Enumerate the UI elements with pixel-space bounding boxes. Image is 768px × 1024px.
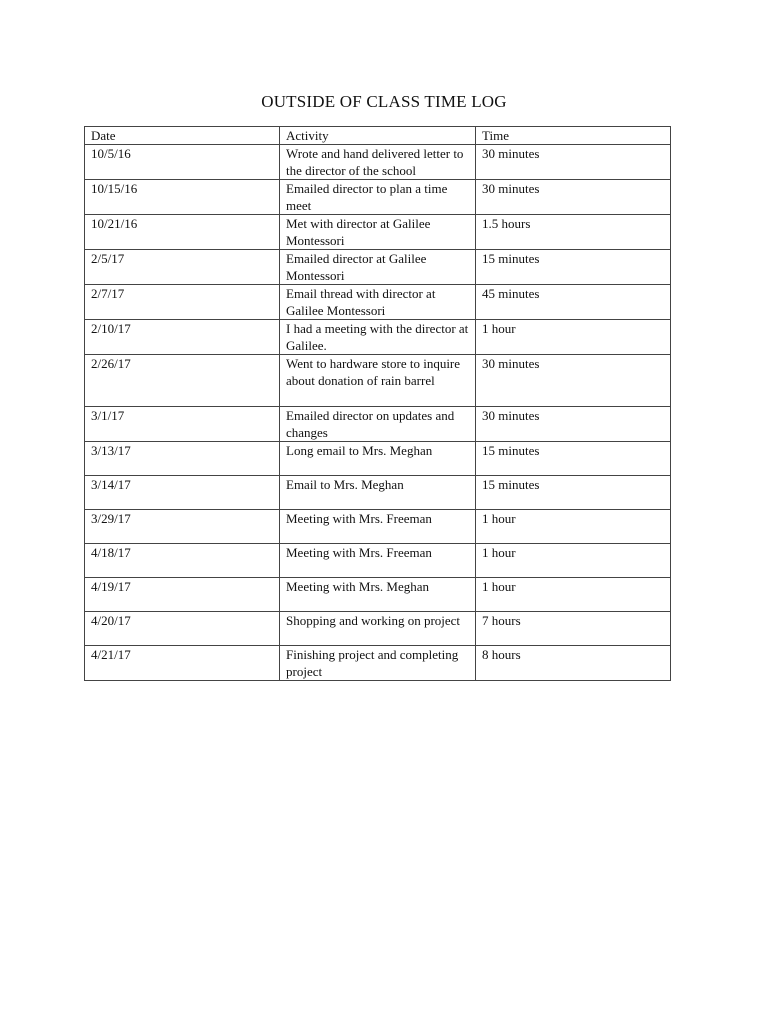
time-cell: 1 hour xyxy=(476,578,671,612)
table-row xyxy=(85,612,671,646)
activity-cell: Meeting with Mrs. Freeman xyxy=(280,544,476,578)
time-cell: 1 hour xyxy=(476,510,671,544)
column-header-activity: Activity xyxy=(280,127,476,145)
table-row xyxy=(85,476,671,510)
activity-cell: Email to Mrs. Meghan xyxy=(280,476,476,510)
activity-cell: I had a meeting with the director at Galilee. xyxy=(280,320,476,355)
time-cell: 45 minutes xyxy=(476,285,671,320)
activity-cell: Emailed director at Galilee Montessori xyxy=(280,250,476,285)
time-cell: 15 minutes xyxy=(476,250,671,285)
date-cell: 3/14/17 xyxy=(85,476,280,510)
date-cell: 4/20/17 xyxy=(85,612,280,646)
time-cell: 1.5 hours xyxy=(476,215,671,250)
date-cell: 10/5/16 xyxy=(85,145,280,180)
time-cell: 30 minutes xyxy=(476,355,671,407)
time-cell: 1 hour xyxy=(476,320,671,355)
table-row xyxy=(85,646,671,681)
date-cell: 2/26/17 xyxy=(85,355,280,407)
activity-cell: Email thread with director at Galilee Montessori xyxy=(280,285,476,320)
date-cell: 3/29/17 xyxy=(85,510,280,544)
date-cell: 4/18/17 xyxy=(85,544,280,578)
table-row xyxy=(85,407,671,442)
activity-cell: Finishing project and completing project xyxy=(280,646,476,681)
date-cell: 10/21/16 xyxy=(85,215,280,250)
table-row xyxy=(85,250,671,285)
table-row xyxy=(85,544,671,578)
activity-cell: Wrote and hand delivered letter to the director of the school xyxy=(280,145,476,180)
table-row xyxy=(85,215,671,250)
time-cell: 15 minutes xyxy=(476,442,671,476)
time-cell: 30 minutes xyxy=(476,407,671,442)
date-cell: 2/10/17 xyxy=(85,320,280,355)
table-row xyxy=(85,578,671,612)
activity-cell: Met with director at Galilee Montessori xyxy=(280,215,476,250)
time-cell: 8 hours xyxy=(476,646,671,681)
activity-cell: Meeting with Mrs. Meghan xyxy=(280,578,476,612)
table-row xyxy=(85,180,671,215)
table-header-row xyxy=(85,127,671,145)
time-log-table xyxy=(84,126,671,681)
table-row xyxy=(85,285,671,320)
page-title: OUTSIDE OF CLASS TIME LOG xyxy=(261,92,507,111)
time-cell: 15 minutes xyxy=(476,476,671,510)
activity-cell: Shopping and working on project xyxy=(280,612,476,646)
date-cell: 3/1/17 xyxy=(85,407,280,442)
table-row xyxy=(85,145,671,180)
date-cell: 2/7/17 xyxy=(85,285,280,320)
date-cell: 3/13/17 xyxy=(85,442,280,476)
date-cell: 2/5/17 xyxy=(85,250,280,285)
table-row xyxy=(85,320,671,355)
time-cell: 30 minutes xyxy=(476,180,671,215)
column-header-time: Time xyxy=(476,127,671,145)
activity-cell: Long email to Mrs. Meghan xyxy=(280,442,476,476)
table-row xyxy=(85,510,671,544)
date-cell: 10/15/16 xyxy=(85,180,280,215)
date-cell: 4/19/17 xyxy=(85,578,280,612)
time-cell: 30 minutes xyxy=(476,145,671,180)
time-cell: 1 hour xyxy=(476,544,671,578)
column-header-date: Date xyxy=(85,127,280,145)
activity-cell: Emailed director on updates and changes xyxy=(280,407,476,442)
activity-cell: Went to hardware store to inquire about donation of rain barrel xyxy=(280,355,476,407)
activity-cell: Emailed director to plan a time meet xyxy=(280,180,476,215)
time-cell: 7 hours xyxy=(476,612,671,646)
date-cell: 4/21/17 xyxy=(85,646,280,681)
activity-cell: Meeting with Mrs. Freeman xyxy=(280,510,476,544)
table-row xyxy=(85,442,671,476)
table-row xyxy=(85,355,671,407)
